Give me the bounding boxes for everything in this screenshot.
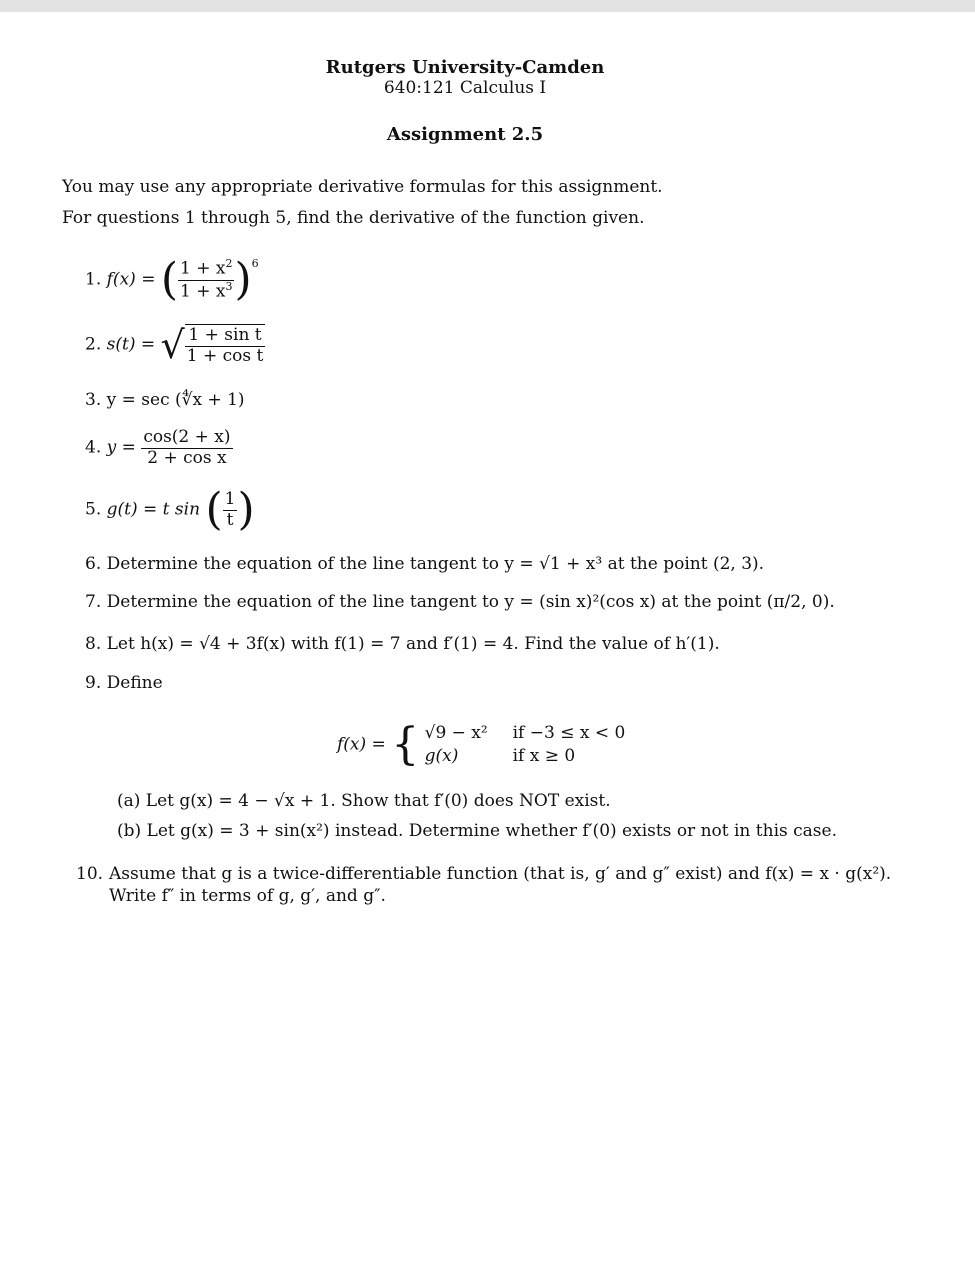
- question-5-number: 5.: [85, 499, 102, 520]
- question-9: [85, 675, 163, 692]
- question-9-part-b: (b) Let g(x) = 3 + sin(x²) instead. Determine whether f′(0) exists or not in this case.: [117, 821, 837, 841]
- intro-line-1: You may use any appropriate derivative formulas for this assignment.: [62, 177, 663, 197]
- question-1-number: 1.: [85, 269, 102, 290]
- question-2-fraction: [185, 324, 266, 366]
- question-2: 2. s(t) = √ $\frac{\text{1 + sin t}}{\text{1 + cos t}}$: [85, 323, 264, 368]
- question-9-text: Define: [106, 673, 163, 693]
- piecewise-case-2-expression: g(x): [424, 745, 459, 766]
- top-scroll-edge: [0, 0, 975, 12]
- intro-line-2: For questions 1 through 5, find the derivative of the function given.: [62, 208, 645, 228]
- question-2-numerator: 1 + sin t: [185, 326, 266, 347]
- question-1-denominator: 1 + x: [180, 281, 226, 302]
- question-9-number: 9.: [85, 673, 102, 693]
- question-5: 5. g(t) = t sin ( $\frac{1}{t}$ ): [85, 484, 255, 535]
- question-2-number: 2.: [85, 334, 102, 355]
- question-9-part-a: (a) Let g(x) = 4 − √x + 1. Show that f′(0) does NOT exist.: [117, 791, 611, 811]
- question-4-number: 4.: [85, 437, 102, 458]
- question-6-text: Determine the equation of the line tangent to y = √1 + x³ at the point (2, 3).: [106, 554, 765, 574]
- course-code: 640:121 Calculus I: [383, 78, 547, 98]
- question-1-lhs: f(x) =: [106, 269, 156, 290]
- question-10-number: 10.: [76, 864, 104, 884]
- question-7-number: 7.: [85, 592, 102, 612]
- question-2-denominator: 1 + cos t: [186, 345, 264, 366]
- question-4: [85, 428, 233, 468]
- question-10-line-1: Assume that g is a twice-differentiable function (that is, g′ and g″ exist) and f(x) = x · g(x²).: [109, 864, 892, 884]
- question-10-line-2: Write f″ in terms of g, g′, and g″.: [109, 886, 386, 906]
- question-4-fraction: [141, 428, 232, 468]
- question-5-denominator: t: [226, 509, 234, 530]
- question-1-numerator: 1 + x: [180, 258, 226, 279]
- question-5-numerator: 1: [224, 488, 236, 509]
- question-8-number: 8.: [85, 634, 102, 654]
- question-1-fraction: $\frac{1 + x^2}{1 + x^3}$: [180, 257, 233, 302]
- assignment-title: Assignment 2.5: [386, 124, 544, 145]
- question-3-expression: y = sec (∜x + 1): [106, 390, 245, 410]
- piecewise-lhs: f(x) =: [337, 734, 386, 755]
- question-4-denominator: 2 + cos x: [147, 447, 227, 468]
- question-4-numerator: cos(2 + x): [143, 427, 231, 447]
- piecewise-case-2-condition: if x ≥ 0: [512, 745, 576, 766]
- piecewise-case-1-condition: if −3 ≤ x < 0: [512, 723, 626, 743]
- piecewise-case-1-expression: √9 − x²: [424, 723, 488, 743]
- question-8-text: Let h(x) = √4 + 3f(x) with f(1) = 7 and f′(1) = 4. Find the value of h′(1).: [106, 634, 720, 654]
- question-2-lhs: s(t) =: [106, 334, 156, 355]
- piecewise-definition: f(x) = { √9 − x² if −3 ≤ x < 0 g(x) if x ≥ 0: [337, 718, 626, 770]
- question-4-lhs: y =: [106, 437, 136, 458]
- question-8: [85, 636, 720, 653]
- question-5-fraction: [223, 490, 238, 530]
- question-6-number: 6.: [85, 554, 102, 574]
- question-1-exponent: 6: [251, 257, 259, 270]
- question-3-number: 3.: [85, 390, 102, 410]
- question-3: [85, 392, 245, 409]
- question-7: [85, 594, 835, 611]
- question-6: [85, 556, 764, 573]
- university-title: Rutgers University-Camden: [325, 57, 605, 78]
- question-5-lhs: g(t) = t sin: [106, 499, 201, 520]
- question-1: 1. f(x) = ( $\frac{1 + x^2}{1 + x^3}$ )$^6$: [85, 254, 259, 305]
- question-7-text: Determine the equation of the line tangent to y = (sin x)²(cos x) at the point (π/2, 0).: [106, 592, 835, 612]
